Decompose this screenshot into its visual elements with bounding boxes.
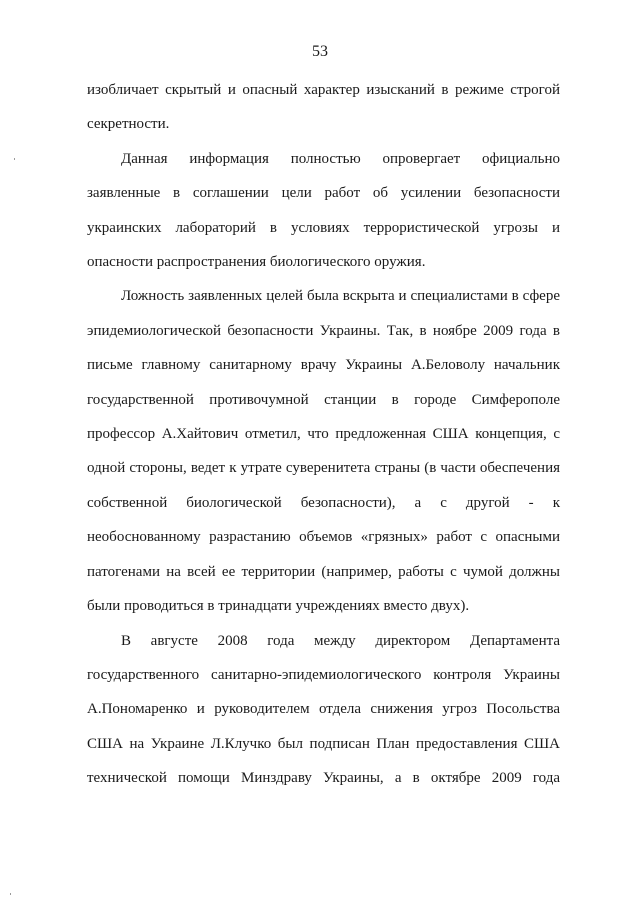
paragraph-3: Ложность заявленных целей была вскрыта и специалистами в сфере эпидемиологической безопасности Украины. Так, в ноябре 2009 года в письме главному санитарному врачу Украины А.Беловолу начальник государственной противочумной станции в городе Симферополе профессор А.Хайтович отметил, что предложенная США концепция, с одной стороны, ведет к утрате суверенитета страны (в части обеспечения собственной биологической безопасности), а с другой - к необоснованному разрастанию объемов «грязных» работ с опасными патогенами на всей ее территории (например, работы с чумой должны были проводиться в тринадцати учреждениях вместо двух). <box>87 288 560 615</box>
paragraph-2: Данная информация полностью опровергает официально заявленные в соглашении цели работ об усилении безопасности украинских лабораторий в условиях террористической угрозы и опасности распространения биологического оружия. <box>87 150 560 271</box>
scan-speck <box>14 158 15 160</box>
paragraph-1: изобличает скрытый и опасный характер изысканий в режиме строгой секретности. <box>87 82 560 133</box>
scan-speck <box>10 893 11 895</box>
body-text <box>87 73 560 796</box>
paragraph-4: В августе 2008 года между директором Департамента государственного санитарно-эпидемиологического контроля Украины А.Пономаренко и руководителем отдела снижения угроз Посольства США на Украине Л.Клучко был подписан План предоставления США технической помощи Минздраву Украины, а в октябре 2009 года <box>87 632 560 787</box>
page-number: 53 <box>312 43 328 60</box>
